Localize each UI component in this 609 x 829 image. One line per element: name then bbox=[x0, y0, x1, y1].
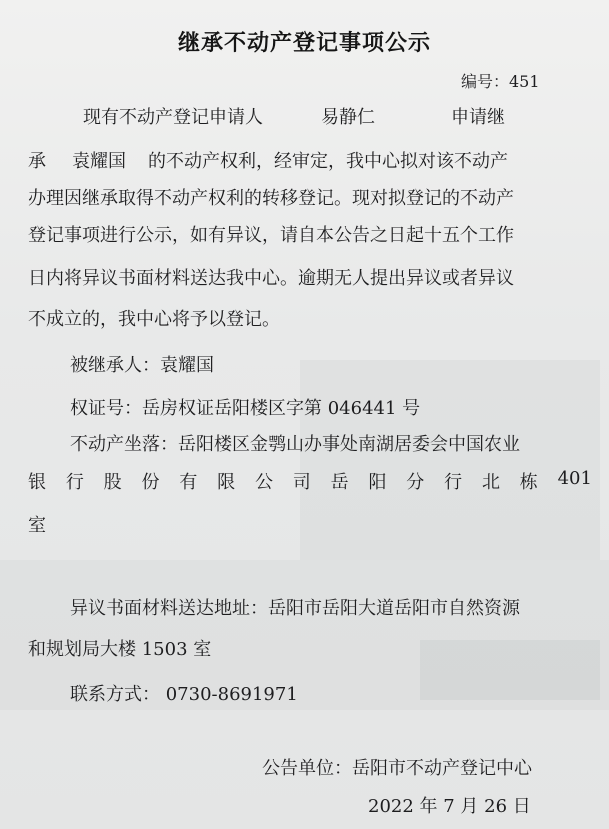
body-text: 的不动产权利，经审定，我中心拟对该不动产 bbox=[148, 151, 508, 172]
objection-address-line-2: 和规划局大楼 1503 室 bbox=[28, 639, 212, 660]
scan-shade bbox=[300, 360, 600, 560]
body-line: 办理因继承取得不动产权利的转移登记。现对拟登记的不动产 bbox=[28, 188, 514, 209]
body-line: 不成立的，我中心将予以登记。 bbox=[28, 309, 280, 330]
location-char: 北 bbox=[481, 472, 500, 493]
location-char: 栋 bbox=[519, 472, 538, 493]
certificate-field: 权证号：岳房权证岳阳楼区字第 046441 号 bbox=[70, 398, 421, 419]
location-char: 行 bbox=[444, 472, 463, 493]
location-char: 分 bbox=[406, 472, 425, 493]
location-char: 岳 bbox=[330, 472, 349, 493]
body-line bbox=[28, 147, 592, 173]
location-char: 阳 bbox=[368, 472, 387, 493]
body-line: 日内将异议书面材料送达我中心。逾期无人提出异议或者异议 bbox=[28, 268, 514, 289]
body-text: 承 bbox=[28, 151, 46, 172]
location-line-2 bbox=[28, 468, 592, 494]
location-char: 限 bbox=[217, 472, 236, 493]
location-char: 份 bbox=[141, 472, 160, 493]
location-char: 银 bbox=[28, 472, 46, 493]
location-char: 有 bbox=[179, 472, 198, 493]
objection-address-field: 异议书面材料送达地址：岳阳市岳阳大道岳阳市自然资源 bbox=[70, 598, 520, 619]
body-line bbox=[28, 103, 592, 129]
contact-field: 联系方式： 0730-8691971 bbox=[70, 684, 298, 705]
body-text: 申请继 bbox=[451, 107, 505, 128]
body-line: 登记事项进行公示，如有异议，请自本公告之日起十五个工作 bbox=[28, 225, 514, 246]
applicant-name: 易静仁 bbox=[321, 107, 375, 128]
location-char: 股 bbox=[103, 472, 122, 493]
decedent-name: 袁耀国 bbox=[72, 151, 126, 172]
location-char: 公 bbox=[254, 472, 273, 493]
location-char: 行 bbox=[65, 472, 84, 493]
location-char: 司 bbox=[292, 472, 311, 493]
body-text: 现有不动产登记申请人 bbox=[83, 107, 263, 128]
notice-title: 继承不动产登记事项公示 bbox=[177, 31, 431, 56]
issuer-signature: 公告单位：岳阳市不动产登记中心 bbox=[262, 758, 532, 779]
location-line-3: 室 bbox=[28, 515, 46, 536]
heir-field: 被继承人：袁耀国 bbox=[70, 355, 214, 376]
issue-date: 2022 年 7 月 26 日 bbox=[368, 796, 531, 817]
scan-shade bbox=[420, 640, 600, 700]
location-char: 401 bbox=[557, 468, 592, 489]
document-number: 编号：451 bbox=[461, 72, 540, 91]
location-field: 不动产坐落：岳阳楼区金鹗山办事处南湖居委会中国农业 bbox=[70, 434, 520, 455]
